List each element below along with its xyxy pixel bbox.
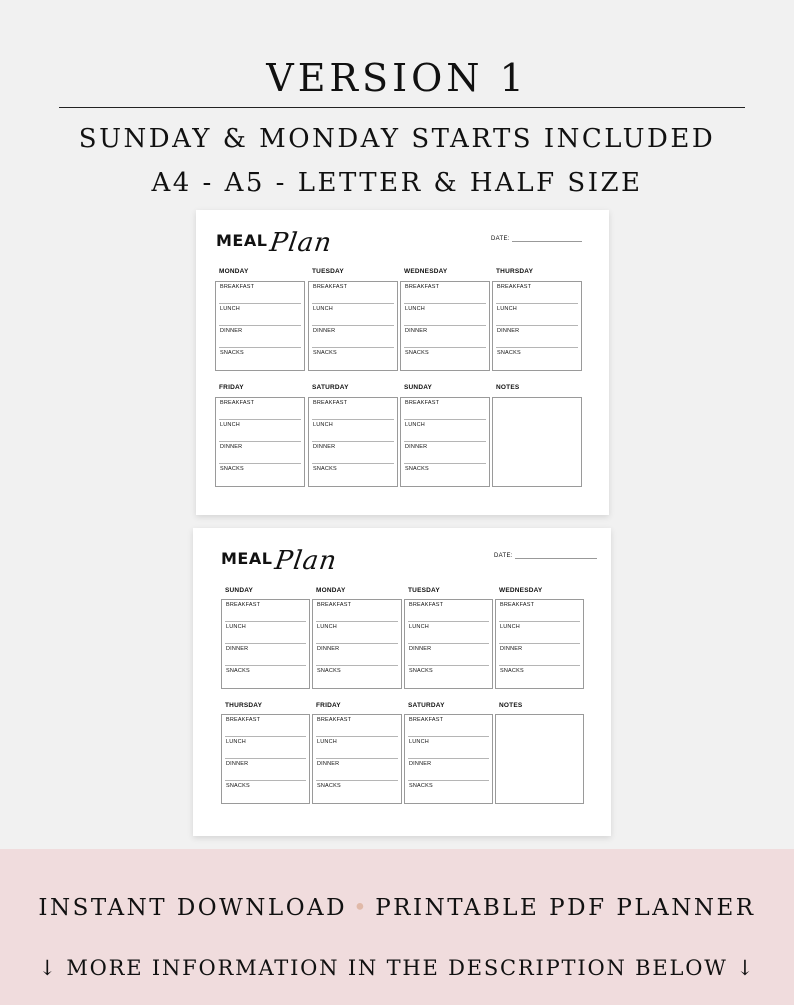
meal-write-line xyxy=(312,419,394,420)
meal-label: BREAKFAST xyxy=(409,717,444,723)
meal-label: LUNCH xyxy=(313,306,333,312)
meal-label: DINNER xyxy=(220,328,243,334)
meal-label: DINNER xyxy=(500,646,523,652)
meal-label: SNACKS xyxy=(226,668,250,674)
day-box xyxy=(308,397,398,487)
meal-write-line xyxy=(219,347,301,348)
date-write-line xyxy=(512,236,582,242)
day-heading: FRIDAY xyxy=(316,702,341,709)
meal-write-line xyxy=(496,347,578,348)
day-box xyxy=(400,397,490,487)
meal-label: SNACKS xyxy=(226,783,250,789)
meal-write-line xyxy=(316,621,398,622)
meal-label: LUNCH xyxy=(405,306,425,312)
day-heading: SUNDAY xyxy=(404,384,433,391)
meal-label: LUNCH xyxy=(313,422,333,428)
meal-write-line xyxy=(225,621,306,622)
meal-write-line xyxy=(316,643,398,644)
day-box xyxy=(404,714,493,804)
meal-write-line xyxy=(408,736,489,737)
meal-write-line xyxy=(408,621,489,622)
meal-label: BREAKFAST xyxy=(317,602,352,608)
meal-label: SNACKS xyxy=(220,466,244,472)
meal-label: BREAKFAST xyxy=(405,400,440,406)
meal-label: SNACKS xyxy=(500,668,524,674)
footer-band xyxy=(0,849,794,1005)
meal-planner-sunday-start xyxy=(193,528,611,836)
meal-write-line xyxy=(225,736,306,737)
meal-write-line xyxy=(225,758,306,759)
notes-heading: NOTES xyxy=(499,702,523,709)
meal-label: DINNER xyxy=(313,444,336,450)
meal-write-line xyxy=(219,303,301,304)
meal-label: DINNER xyxy=(409,646,432,652)
meal-label: DINNER xyxy=(226,646,249,652)
meal-write-line xyxy=(404,419,486,420)
meal-label: LUNCH xyxy=(500,624,520,630)
logo-meal-text: MEAL xyxy=(221,549,273,568)
meal-write-line xyxy=(404,463,486,464)
day-heading: THURSDAY xyxy=(496,268,534,275)
meal-label: SNACKS xyxy=(409,668,433,674)
meal-label: DINNER xyxy=(317,646,340,652)
meal-planner-monday-start xyxy=(196,210,609,515)
meal-write-line xyxy=(404,303,486,304)
meal-label: DINNER xyxy=(409,761,432,767)
day-box xyxy=(215,397,305,487)
meal-label: SNACKS xyxy=(220,350,244,356)
meal-label: SNACKS xyxy=(497,350,521,356)
meal-write-line xyxy=(312,347,394,348)
day-heading: SATURDAY xyxy=(408,702,445,709)
meal-label: BREAKFAST xyxy=(220,400,255,406)
planner-logo xyxy=(221,542,340,576)
meal-write-line xyxy=(404,347,486,348)
meal-label: SNACKS xyxy=(313,350,337,356)
notes-heading: NOTES xyxy=(496,384,520,391)
title-divider xyxy=(59,107,745,108)
date-label: DATE: xyxy=(494,553,513,559)
day-box xyxy=(215,281,305,371)
meal-label: DINNER xyxy=(405,328,428,334)
meal-label: BREAKFAST xyxy=(226,717,261,723)
meal-write-line xyxy=(499,665,580,666)
meal-label: BREAKFAST xyxy=(500,602,535,608)
day-box xyxy=(404,599,493,689)
meal-label: LUNCH xyxy=(317,624,337,630)
meal-write-line xyxy=(219,463,301,464)
meal-label: BREAKFAST xyxy=(313,400,348,406)
day-box xyxy=(312,599,402,689)
meal-label: SNACKS xyxy=(405,466,429,472)
meal-write-line xyxy=(408,758,489,759)
meal-write-line xyxy=(312,325,394,326)
day-heading: SATURDAY xyxy=(312,384,349,391)
meal-label: DINNER xyxy=(220,444,243,450)
day-heading: WEDNESDAY xyxy=(404,268,448,275)
meal-write-line xyxy=(316,736,398,737)
meal-write-line xyxy=(225,643,306,644)
meal-write-line xyxy=(219,325,301,326)
meal-write-line xyxy=(316,780,398,781)
starts-subtitle: SUNDAY & MONDAY STARTS INCLUDED xyxy=(78,124,716,154)
sizes-subtitle: A4 - A5 - LETTER & HALF SIZE xyxy=(151,168,643,198)
day-box xyxy=(492,281,582,371)
meal-write-line xyxy=(408,643,489,644)
date-field xyxy=(494,553,597,559)
day-box xyxy=(221,714,310,804)
day-heading: MONDAY xyxy=(316,587,346,594)
meal-write-line xyxy=(499,621,580,622)
meal-write-line xyxy=(496,303,578,304)
day-heading: THURSDAY xyxy=(225,702,263,709)
meal-label: LUNCH xyxy=(220,306,240,312)
date-write-line xyxy=(515,553,597,559)
meal-write-line xyxy=(316,758,398,759)
logo-meal-text: MEAL xyxy=(216,231,268,250)
meal-label: DINNER xyxy=(313,328,336,334)
meal-write-line xyxy=(312,441,394,442)
meal-write-line xyxy=(408,780,489,781)
meal-label: SNACKS xyxy=(317,668,341,674)
day-heading: TUESDAY xyxy=(312,268,344,275)
footer-line-1 xyxy=(0,895,794,921)
day-heading: MONDAY xyxy=(219,268,249,275)
meal-label: BREAKFAST xyxy=(313,284,348,290)
day-heading: TUESDAY xyxy=(408,587,440,594)
meal-label: SNACKS xyxy=(313,466,337,472)
meal-label: BREAKFAST xyxy=(317,717,352,723)
meal-label: LUNCH xyxy=(226,739,246,745)
meal-write-line xyxy=(316,665,398,666)
date-field xyxy=(491,236,582,242)
meal-label: LUNCH xyxy=(226,624,246,630)
meal-label: LUNCH xyxy=(409,624,429,630)
meal-write-line xyxy=(219,419,301,420)
meal-label: DINNER xyxy=(226,761,249,767)
more-info-text: ↓ MORE INFORMATION IN THE DESCRIPTION BELOW ↓ xyxy=(38,956,756,980)
separator-dot: • xyxy=(353,895,370,921)
planner-logo xyxy=(216,224,335,258)
day-box xyxy=(495,599,584,689)
meal-label: DINNER xyxy=(317,761,340,767)
meal-write-line xyxy=(312,463,394,464)
meal-label: LUNCH xyxy=(317,739,337,745)
meal-write-line xyxy=(496,325,578,326)
date-label: DATE: xyxy=(491,236,510,242)
instant-download-text: INSTANT DOWNLOAD xyxy=(38,895,348,921)
day-box xyxy=(400,281,490,371)
logo-plan-script: Plan xyxy=(268,228,335,258)
notes-box xyxy=(492,397,582,487)
printable-planner-text: PRINTABLE PDF PLANNER xyxy=(375,895,756,921)
meal-label: BREAKFAST xyxy=(405,284,440,290)
day-box xyxy=(312,714,402,804)
day-box xyxy=(308,281,398,371)
meal-write-line xyxy=(499,643,580,644)
meal-write-line xyxy=(404,325,486,326)
meal-label: BREAKFAST xyxy=(497,284,532,290)
meal-label: BREAKFAST xyxy=(220,284,255,290)
version-title: VERSION 1 xyxy=(266,56,528,100)
logo-plan-script: Plan xyxy=(273,546,340,576)
meal-label: LUNCH xyxy=(409,739,429,745)
meal-label: LUNCH xyxy=(220,422,240,428)
notes-box xyxy=(495,714,584,804)
meal-label: BREAKFAST xyxy=(409,602,444,608)
meal-label: SNACKS xyxy=(317,783,341,789)
meal-write-line xyxy=(225,665,306,666)
meal-write-line xyxy=(225,780,306,781)
meal-label: DINNER xyxy=(497,328,520,334)
day-box xyxy=(221,599,310,689)
day-heading: FRIDAY xyxy=(219,384,244,391)
meal-label: BREAKFAST xyxy=(226,602,261,608)
meal-write-line xyxy=(312,303,394,304)
meal-label: LUNCH xyxy=(497,306,517,312)
meal-label: DINNER xyxy=(405,444,428,450)
meal-write-line xyxy=(404,441,486,442)
meal-label: LUNCH xyxy=(405,422,425,428)
meal-write-line xyxy=(219,441,301,442)
meal-label: SNACKS xyxy=(405,350,429,356)
meal-label: SNACKS xyxy=(409,783,433,789)
meal-write-line xyxy=(408,665,489,666)
day-heading: SUNDAY xyxy=(225,587,254,594)
day-heading: WEDNESDAY xyxy=(499,587,543,594)
